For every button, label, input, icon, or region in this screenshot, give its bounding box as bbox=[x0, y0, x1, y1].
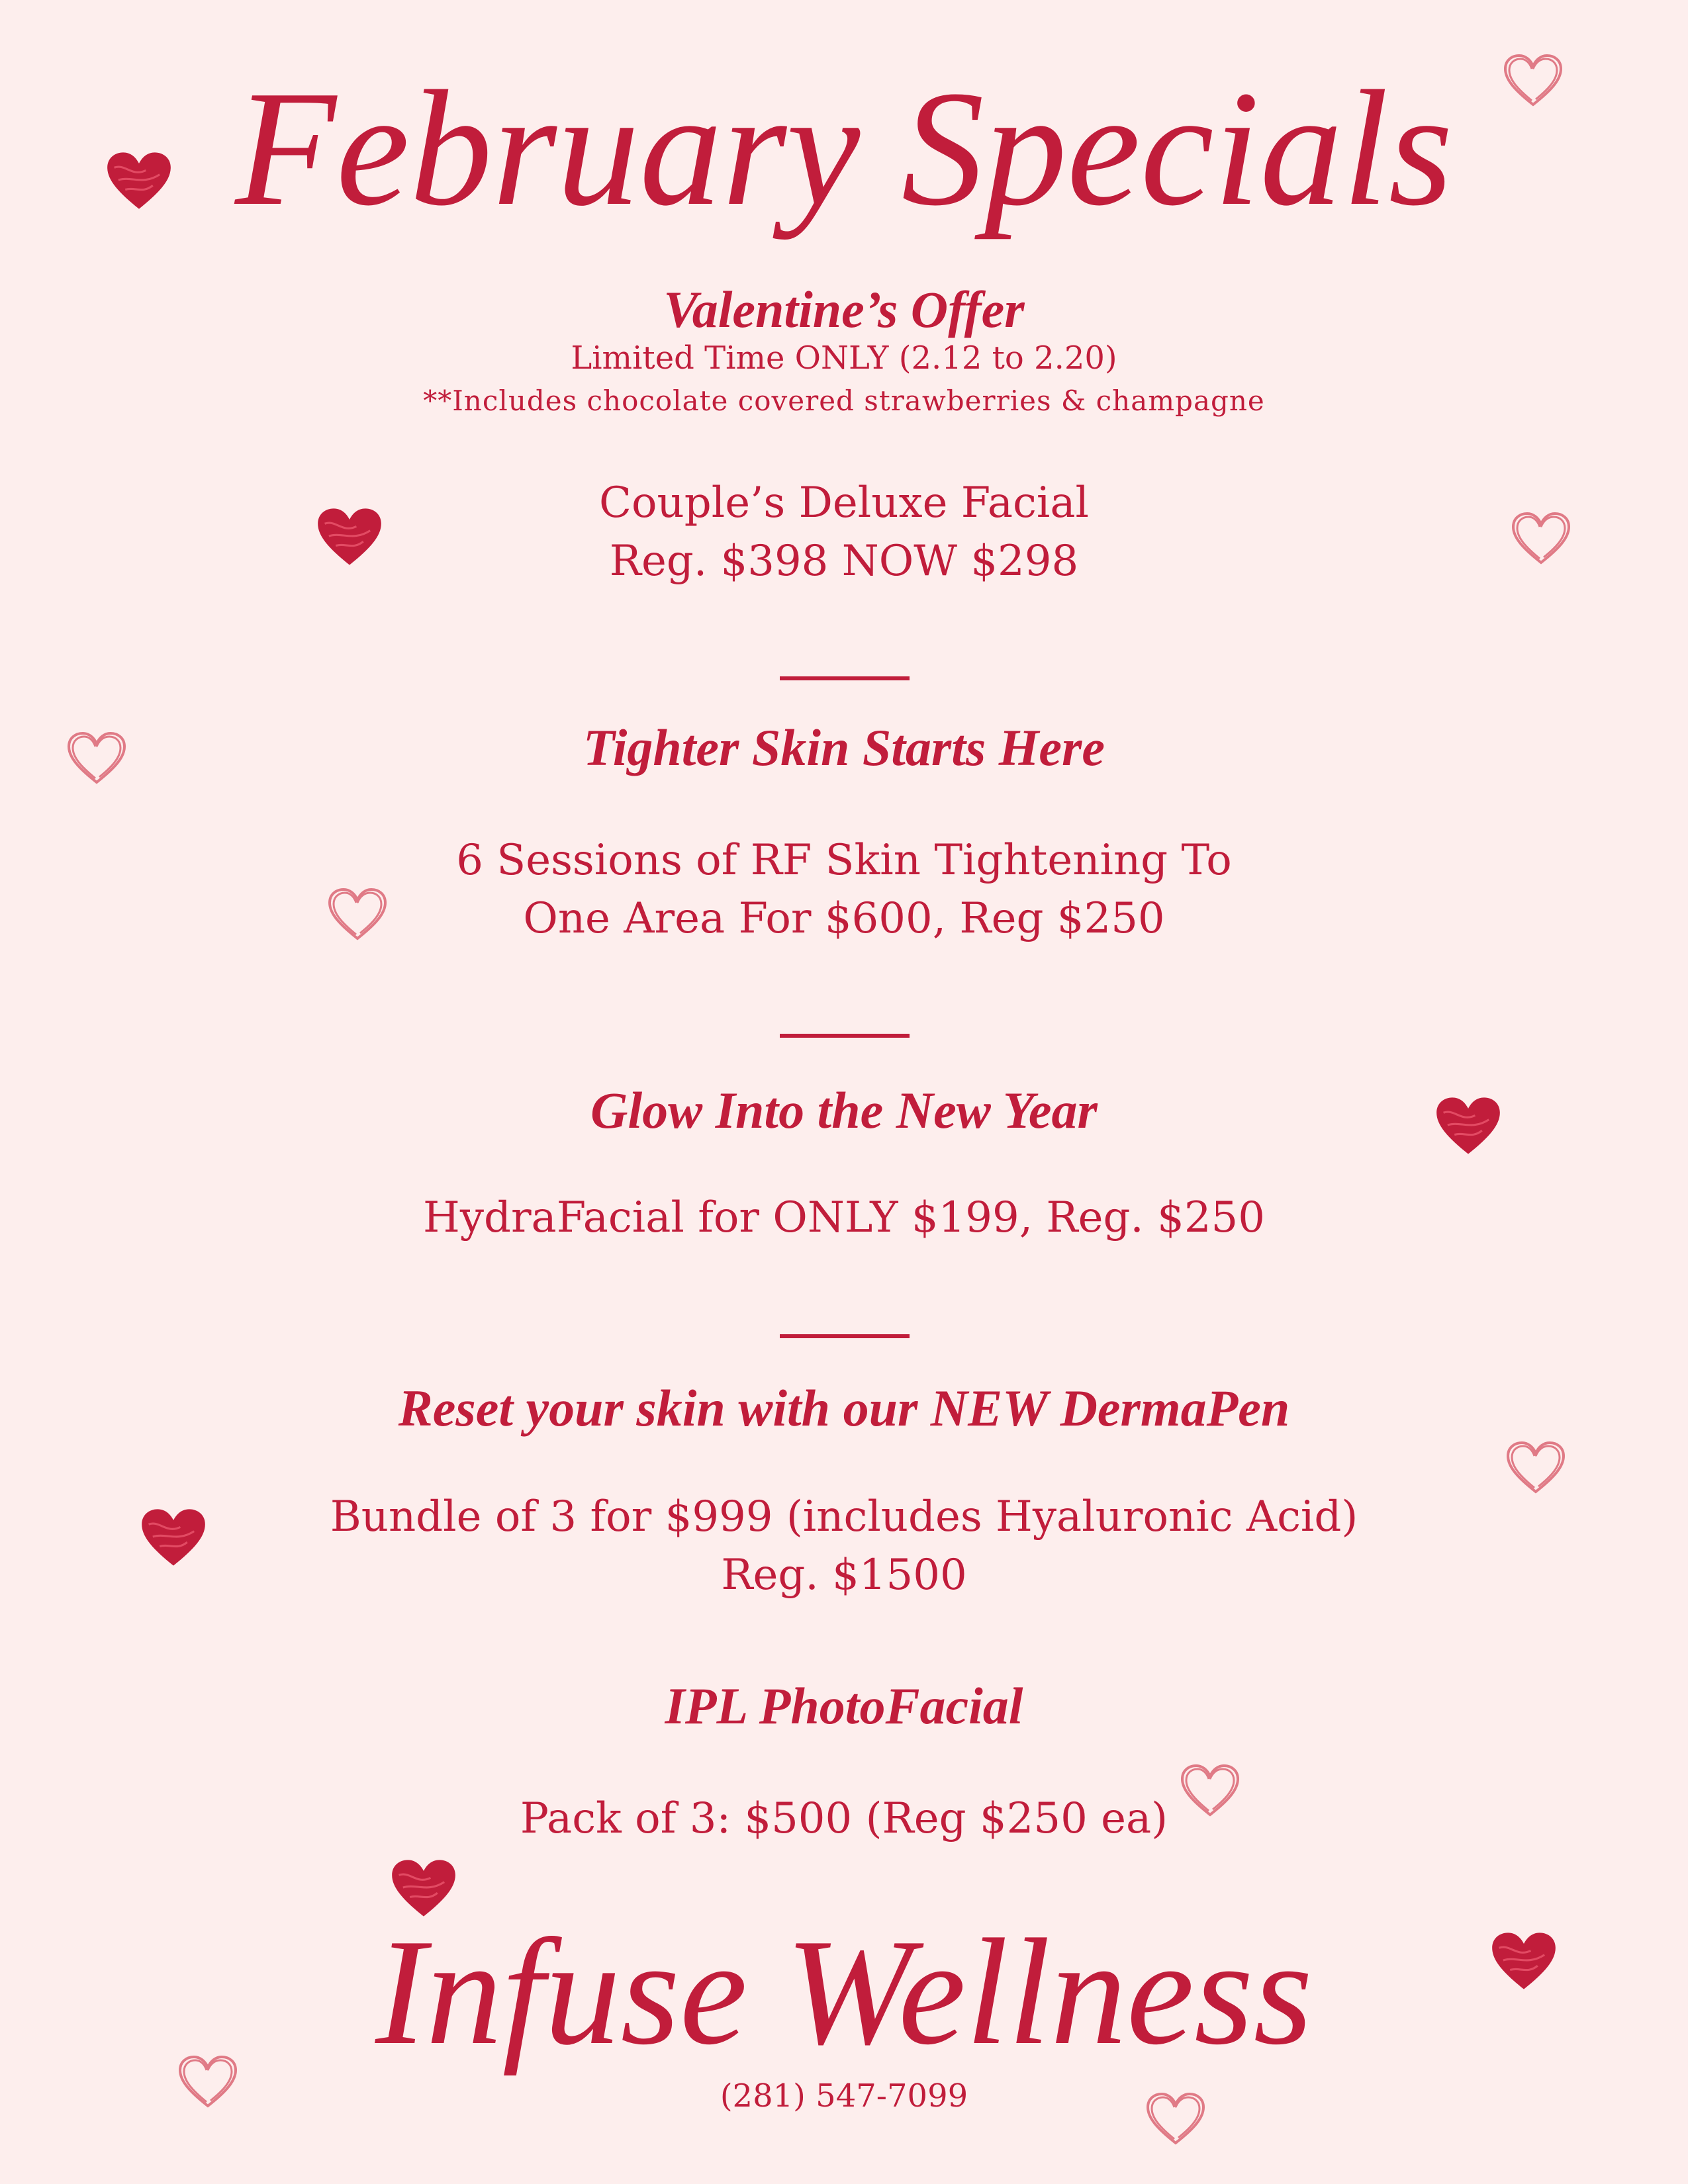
dermapen-heading: Reset your skin with our NEW DermaPen bbox=[398, 1379, 1290, 1437]
tighter-heading: Tighter Skin Starts Here bbox=[583, 719, 1105, 776]
section-divider bbox=[780, 1334, 910, 1338]
dermapen-offer-line2: Reg. $1500 bbox=[721, 1551, 967, 1600]
page-title: February Specials bbox=[235, 57, 1453, 240]
tighter-offer-line1: 6 Sessions of RF Skin Tightening To bbox=[456, 836, 1232, 885]
glow-offer: HydraFacial for ONLY $199, Reg. $250 bbox=[423, 1193, 1265, 1242]
ipl-heading: IPL PhotoFacial bbox=[665, 1677, 1023, 1735]
section-divider bbox=[780, 676, 910, 680]
ipl-offer: Pack of 3: $500 (Reg $250 ea) bbox=[520, 1794, 1168, 1843]
phone-number: (281) 547-7099 bbox=[720, 2077, 968, 2115]
valentine-heading: Valentine’s Offer bbox=[663, 281, 1025, 338]
valentine-note: **Includes chocolate covered strawberries & champagne bbox=[423, 385, 1265, 417]
valentine-offer-price: Reg. $398 NOW $298 bbox=[609, 537, 1079, 586]
tighter-offer-line2: One Area For $600, Reg $250 bbox=[523, 894, 1165, 943]
glow-heading: Glow Into the New Year bbox=[590, 1081, 1098, 1139]
valentine-subtitle: Limited Time ONLY (2.12 to 2.20) bbox=[571, 340, 1117, 377]
brand-name: Infuse Wellness bbox=[375, 1907, 1313, 2076]
section-divider bbox=[780, 1034, 910, 1038]
valentine-offer-name: Couple’s Deluxe Facial bbox=[599, 478, 1089, 527]
dermapen-offer-line1: Bundle of 3 for $999 (includes Hyaluronic Acid) bbox=[330, 1492, 1358, 1541]
